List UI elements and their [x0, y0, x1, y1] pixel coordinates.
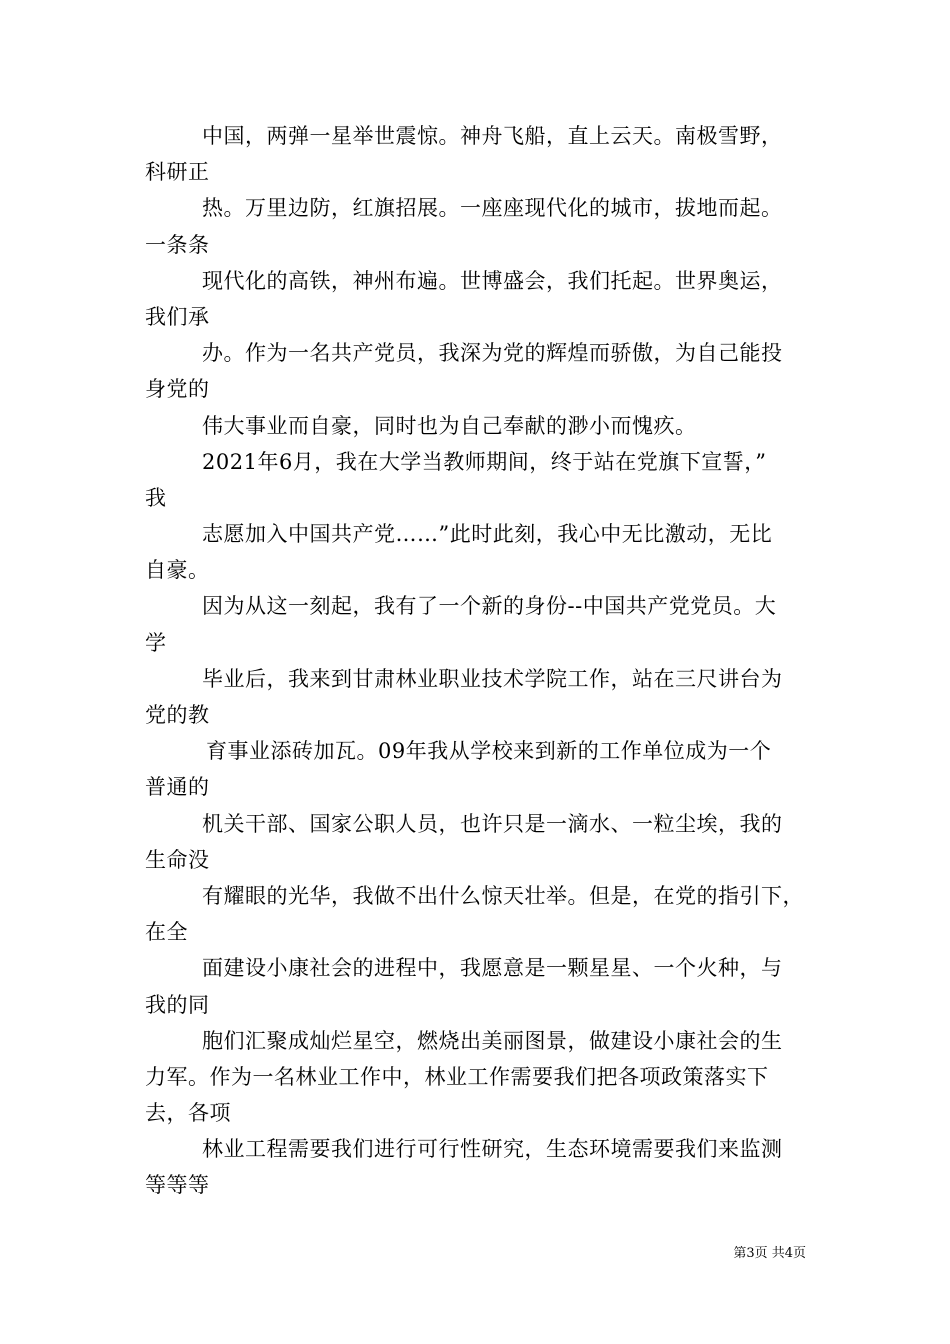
text-line: 普通的: [145, 775, 210, 800]
text-line: 面建设小康社会的进程中，我愿意是一颗星星、一个火种，与: [202, 956, 783, 981]
text-line: 育事业添砖加瓦。09年我从学校来到新的工作单位成为一个: [206, 739, 772, 764]
text-line: 党的教: [145, 703, 210, 727]
page-number: 第3页 共4页: [733, 1246, 806, 1261]
text-line: 志愿加入中国共产党……”此时此刻，我心中无比激动，无比: [202, 522, 773, 547]
text-line: 胞们汇聚成灿烂星空，燃烧出美丽图景，做建设小康社会的生: [202, 1028, 783, 1053]
text-line: 因为从这一刻起，我有了一个新的身份--中国共产党党员。大: [202, 594, 777, 619]
text-line: 现代化的高铁，神州布遍。世博盛会，我们托起。世界奥运，: [202, 268, 783, 293]
body-text: [145, 118, 815, 1204]
text-line: 有耀眼的光华，我做不出什么惊天壮举。但是，在党的指引下，: [202, 883, 804, 908]
text-line: 身党的: [145, 377, 210, 402]
text-line: 在全: [145, 920, 188, 945]
text-line: 我们承: [145, 304, 210, 329]
text-line: 中国，两弹一星举世震惊。神舟飞船，直上云天。南极雪野，: [202, 124, 783, 148]
text-line: 我的同: [145, 992, 210, 1017]
text-line: 生命没: [145, 847, 210, 872]
text-line: 我: [145, 485, 167, 510]
text-line: 2021年6月，我在大学当教师期间，终于站在党旗下宣誓，”: [202, 449, 767, 474]
text-line: 热。万里边防，红旗招展。一座座现代化的城市，拔地而起。: [202, 196, 783, 221]
text-line: 等等等: [145, 1173, 210, 1198]
text-line: 科研正: [145, 160, 210, 185]
text-line: 自豪。: [145, 558, 210, 583]
text-line: 力军。作为一名林业工作中，林业工作需要我们把各项政策落实下: [145, 1064, 769, 1089]
text-line: 办。作为一名共产党员，我深为党的辉煌而骄傲，为自己能投: [202, 341, 783, 366]
text-line: 一条条: [145, 232, 210, 257]
text-line: 林业工程需要我们进行可行性研究，生态环境需要我们来监测: [202, 1137, 783, 1162]
text-line: 伟大事业而自豪，同时也为自己奉献的渺小而愧疚。: [202, 413, 697, 438]
text-line: 毕业后，我来到甘肃林业职业技术学院工作，站在三尺讲台为: [202, 666, 783, 691]
text-line: 机关干部、国家公职人员，也许只是一滴水、一粒尘埃，我的: [202, 811, 783, 836]
text-line: 去，各项: [145, 1101, 231, 1126]
text-line: 学: [145, 630, 167, 655]
